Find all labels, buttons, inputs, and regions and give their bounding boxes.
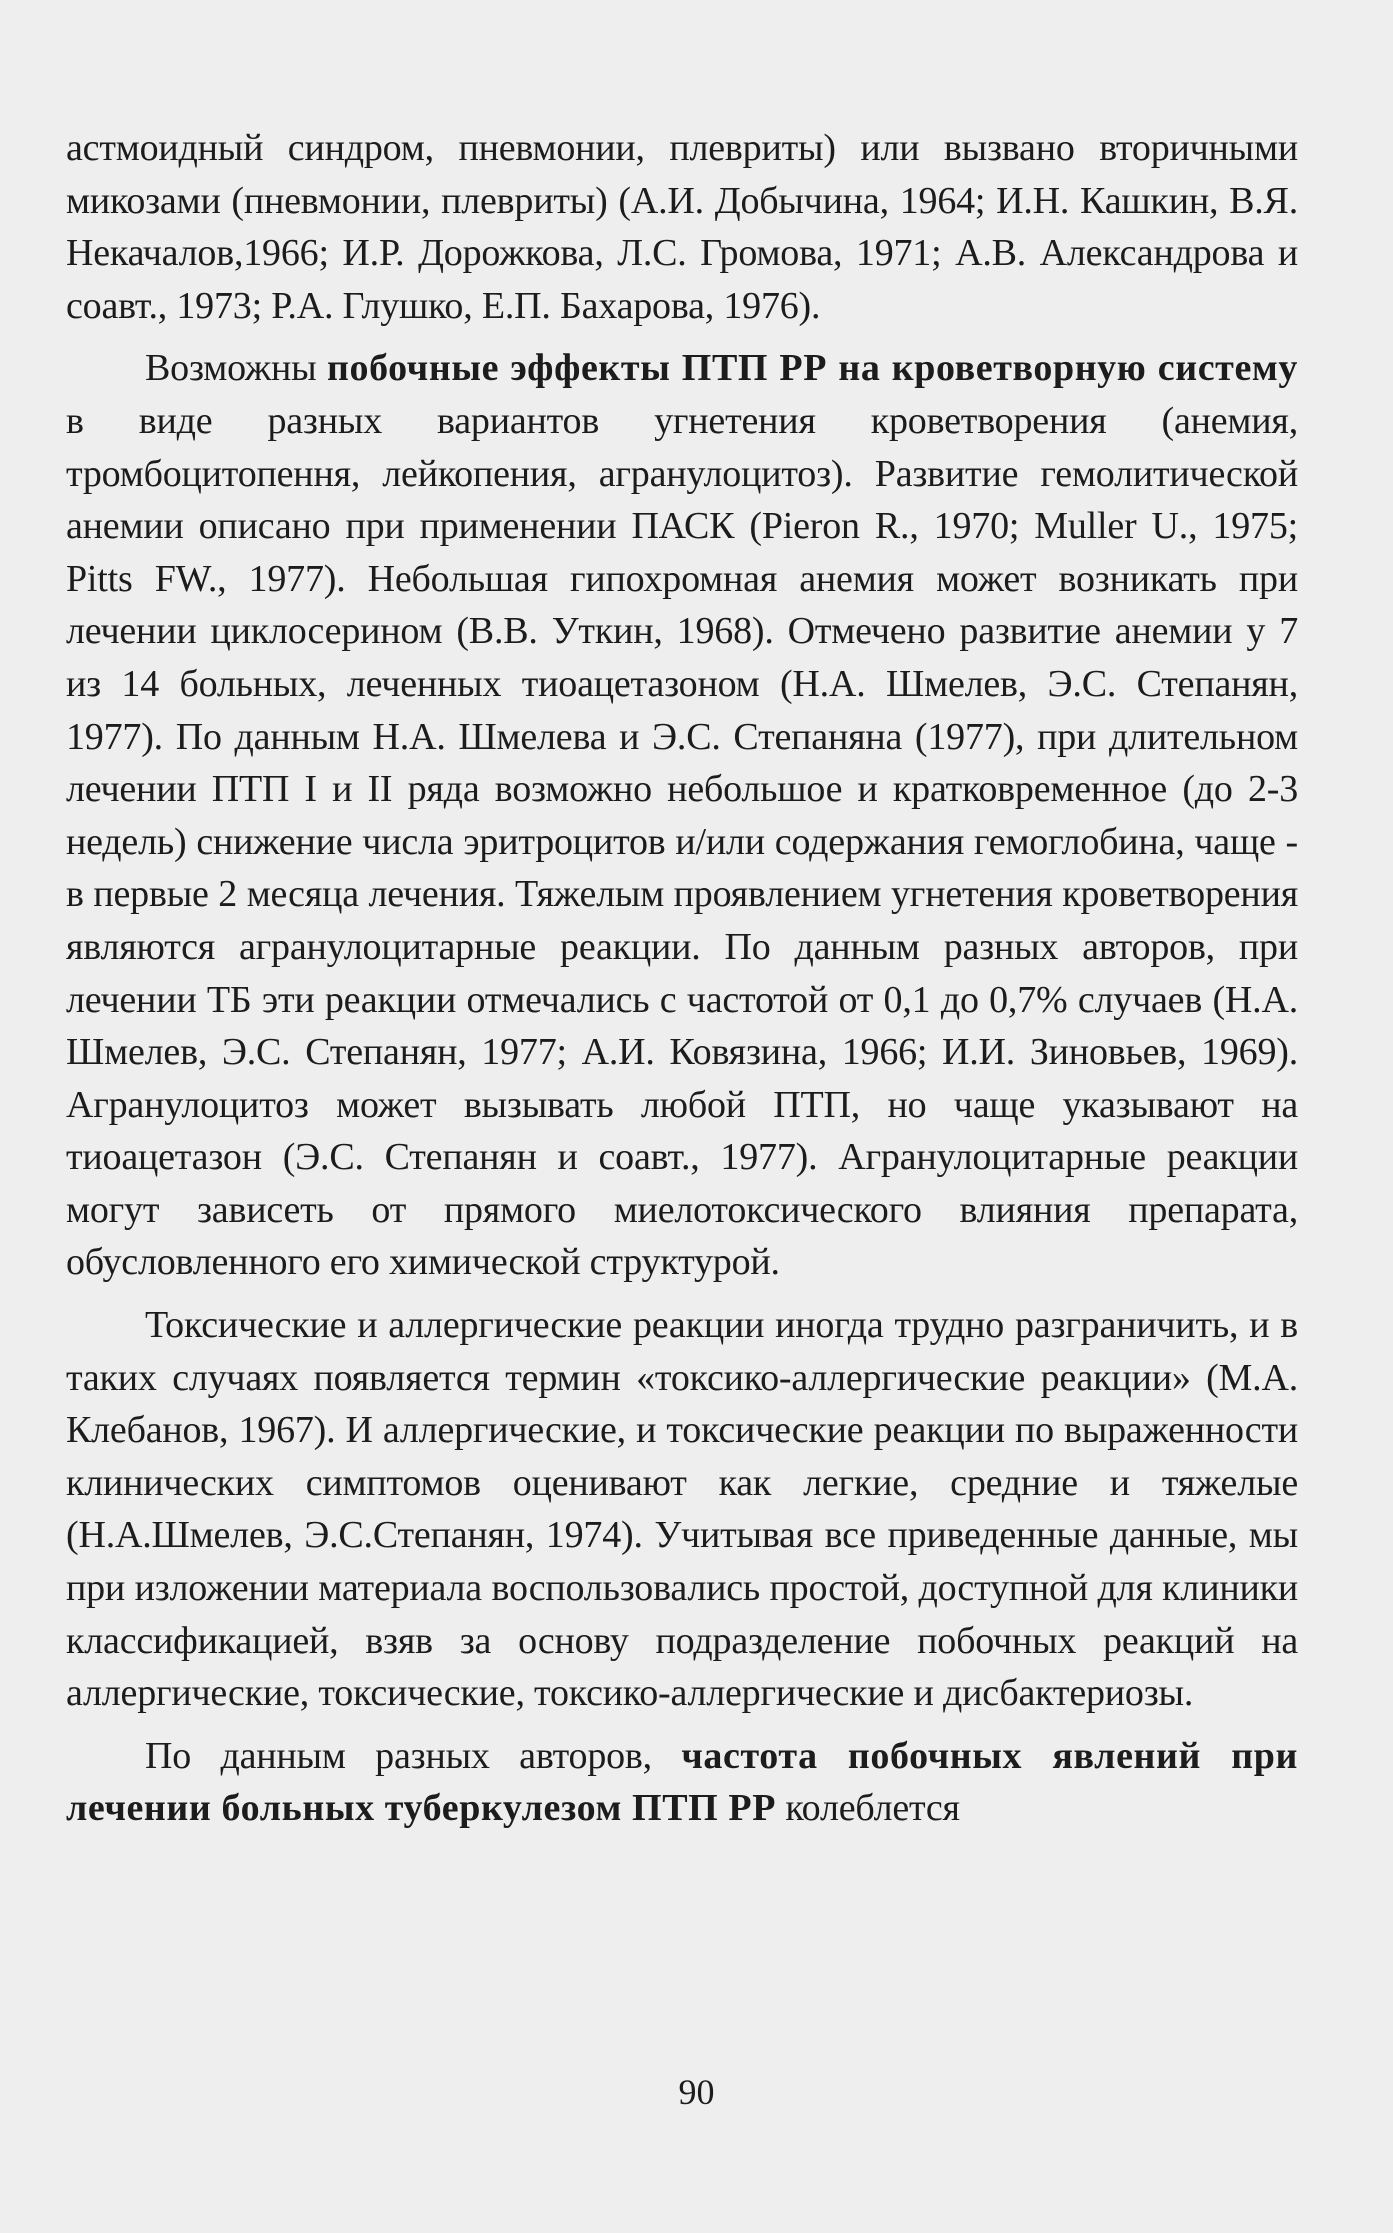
paragraph-2-rest: в виде разных вариантов угнетения кроветворения (анемия, тромбоцитопення, лейкопения, агранулоцитоз). Развитие гемолитической анемии описано при применении ПАСК (Pieron R., 1970; Muller U., 1975; Pitts FW., 1977). Небольшая гипохромная анемия может возникать при лечении циклосерином (В.В. Уткин, 1968). Отмечено развитие анемии у 7 из 14 больных, леченных тиоацетазоном (Н.А. Шмелев, Э.С. Степанян, 1977). По данным Н.А. Шмелева и Э.С. Степаняна (1977), при длительном лечении ПТП I и II ряда возможно небольшое и кратковременное (до 2-3 недель) снижение числа эритроцитов и/или содержания гемоглобина, чаще - в первые 2 месяца лечения. Тяжелым проявлением угнетения кроветворения являются агранулоцитарные реакции. По данным разных авторов, при лечении ТБ эти реакции отмечались с частотой от 0,1 до 0,7% случаев (Н.А. Шмелев, Э.С. Степанян, 1977; А.И. Ковязина, 1966; И.И. Зиновьев, 1969). Агранулоцитоз может вызывать любой ПТП, но чаще указывают на тиоацетазон (Э.С. Степанян и соавт., 1977). Агранулоцитарные реакции могут зависеть от прямого миелотоксического влияния препарата, обусловленного его химической структурой.	[66, 399, 1298, 1284]
paragraph-4	[66, 1730, 1298, 1835]
paragraph-4-rest: колеблется	[776, 1787, 960, 1830]
paragraph-2	[66, 342, 1298, 1289]
page-number: 90	[678, 2072, 715, 2112]
paragraph-4-lead: По данным разных авторов,	[145, 1734, 682, 1777]
paragraph-2-highlight: побочные эффекты ПТП РР на кроветворную систему	[326, 347, 1298, 390]
paragraph-4-highlight: частота побочных явлений при лечении больных туберкулезом ПТП РР	[66, 1734, 1298, 1830]
paragraph-1	[66, 122, 1298, 332]
paragraph-3	[66, 1299, 1298, 1720]
paragraph-3-text: Токсические и аллергические реакции иногда трудно разграничить, и в таких случаях появляется термин «токсико-аллергические реакции» (М.А. Клебанов, 1967). И аллергические, и токсические реакции по выраженности клинических симптомов оценивают как легкие, средние и тяжелые (Н.А.Шмелев, Э.С.Степанян, 1974). Учитывая все приведенные данные, мы при изложении материала воспользовались простой, доступной для клиники классификацией, взяв за основу подразделение побочных реакций на аллергические, токсические, токсико-аллергические и дисбактериозы.	[66, 1304, 1298, 1715]
paragraph-2-lead: Возможны	[145, 347, 327, 390]
body-text	[66, 122, 1298, 1845]
paragraph-1-text: астмоидный синдром, пневмонии, плевриты) или вызвано вторичными микозами (пневмонии, плевриты) (А.И. Добычина, 1964; И.Н. Кашкин, В.Я. Некачалов,1966; И.Р. Дорожкова, Л.С. Громова, 1971; А.В. Александрова и соавт., 1973; Р.А. Глушко, Е.П. Бахарова, 1976).	[66, 127, 1298, 327]
